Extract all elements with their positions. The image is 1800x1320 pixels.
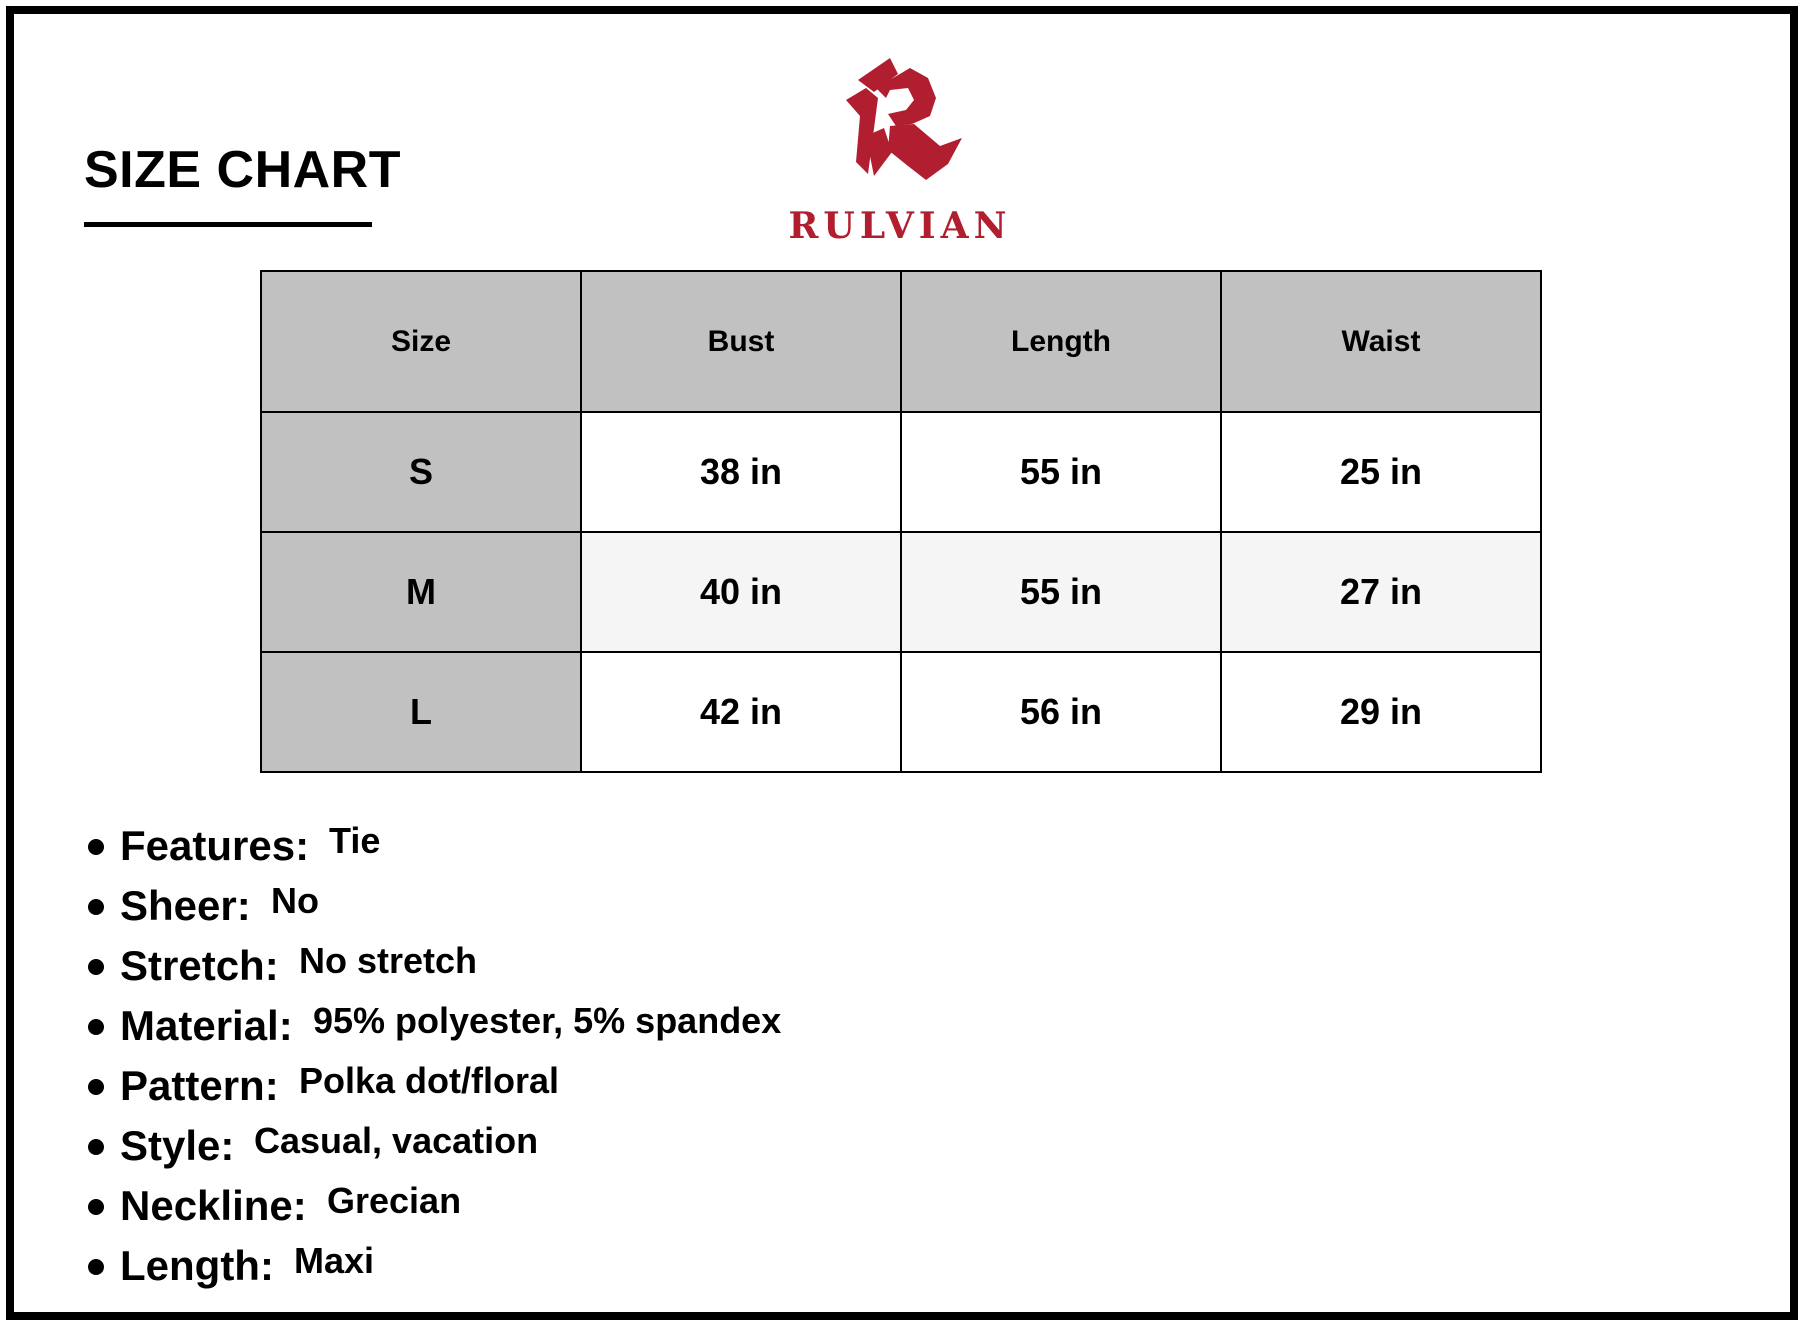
bullet-icon — [88, 839, 104, 855]
feature-label: Sheer: — [120, 882, 251, 929]
table-row — [261, 532, 1541, 652]
size-cell: M — [261, 532, 581, 652]
page-title: SIZE CHART — [84, 141, 401, 199]
bullet-icon — [88, 1079, 104, 1095]
bullet-icon — [88, 1139, 104, 1155]
feature-value: Casual, vacation — [254, 1120, 539, 1161]
table-header-row — [261, 271, 1541, 412]
size-cell: S — [261, 412, 581, 532]
brand-logo — [780, 58, 1040, 248]
feature-value: 95% polyester, 5% spandex — [313, 1000, 782, 1041]
header-bust: Bust — [581, 271, 901, 412]
bust-cell: 38 in — [581, 412, 901, 532]
bullet-icon — [88, 1199, 104, 1215]
bullet-icon — [88, 959, 104, 975]
bust-cell: 42 in — [581, 652, 901, 772]
feature-label: Pattern: — [120, 1062, 279, 1109]
brand-name: RULVIAN — [788, 205, 1012, 247]
waist-cell: 29 in — [1221, 652, 1541, 772]
bullet-icon — [88, 1259, 104, 1275]
feature-label: Material: — [120, 1002, 293, 1049]
feature-label: Style: — [120, 1122, 235, 1169]
feature-label: Neckline: — [120, 1182, 307, 1229]
header-waist: Waist — [1221, 271, 1541, 412]
feature-value: Tie — [329, 820, 381, 861]
waist-cell: 25 in — [1221, 412, 1541, 532]
size-cell: L — [261, 652, 581, 772]
feature-value: Maxi — [294, 1240, 375, 1281]
length-cell: 56 in — [901, 652, 1221, 772]
feature-label: Length: — [120, 1242, 274, 1289]
feature-label: Stretch: — [120, 942, 279, 989]
feature-label: Features: — [120, 822, 310, 869]
feature-value: Polka dot/floral — [299, 1060, 560, 1101]
size-table — [260, 270, 1542, 773]
feature-value: No stretch — [299, 940, 478, 981]
header-size: Size — [261, 271, 581, 412]
header-length: Length — [901, 271, 1221, 412]
feature-value: Grecian — [327, 1180, 462, 1221]
bullet-icon — [88, 899, 104, 915]
feature-value: No — [271, 880, 319, 921]
table-row — [261, 412, 1541, 532]
waist-cell: 27 in — [1221, 532, 1541, 652]
bullet-icon — [88, 1019, 104, 1035]
title-underline — [84, 222, 372, 227]
stylized-r-logo-icon — [836, 58, 964, 194]
bust-cell: 40 in — [581, 532, 901, 652]
length-cell: 55 in — [901, 412, 1221, 532]
table-row — [261, 652, 1541, 772]
length-cell: 55 in — [901, 532, 1221, 652]
